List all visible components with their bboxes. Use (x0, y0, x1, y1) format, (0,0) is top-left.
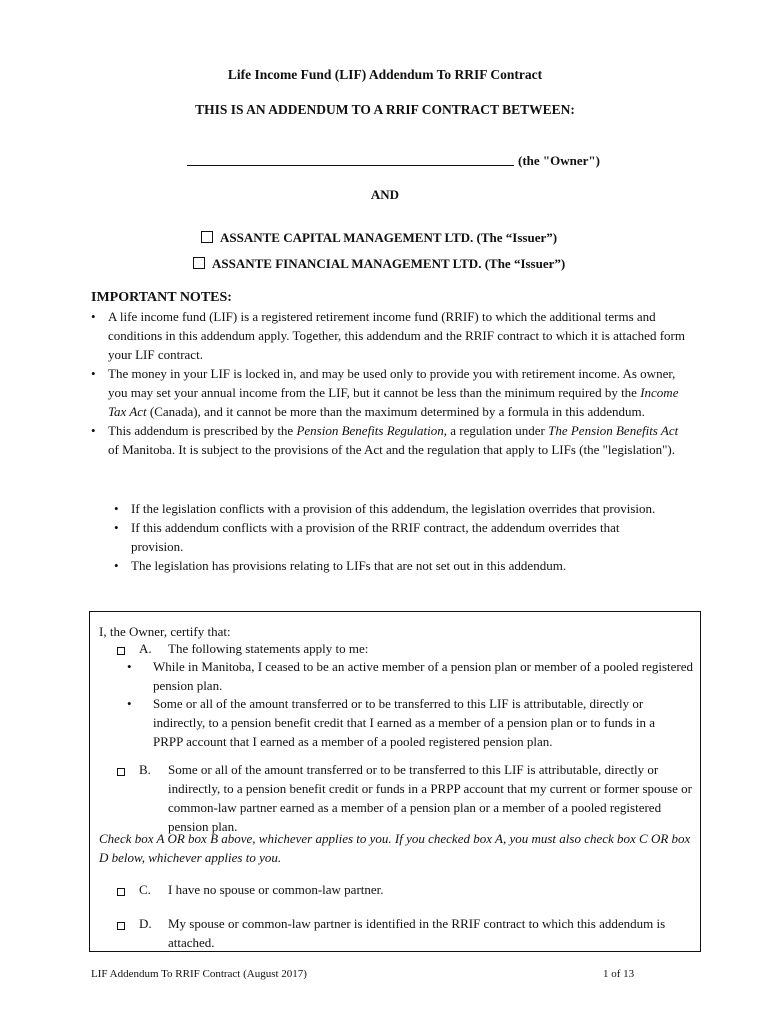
and-label: AND (370, 187, 400, 202)
option-c-letter: C. (139, 882, 151, 897)
sub-note-text: The legislation has provisions relating to LIFs that are not set out in this addendum. (131, 558, 567, 573)
option-a-checkbox[interactable] (117, 647, 125, 655)
document-subtitle: THIS IS AN ADDENDUM TO A RRIF CONTRACT BETWEEN: (195, 102, 575, 117)
note-text: The money in your LIF is locked in, and may be used only to provide you with retirement income. As owner, you may set your annual income from the LIF, but it cannot be less than the minimum required by the (108, 366, 676, 400)
footer-document-name: LIF Addendum To RRIF Contract (August 2017) (91, 968, 307, 980)
certification-box (89, 611, 701, 952)
option-b-text: Some or all of the amount transferred or to be transferred to this LIF is attributable, directly or indirectly, to a pension benefit credit or funds in a PRPP account that my current or former spouse or common-law partner earned as a member of a pension plan or a member of a pooled registered pension plan. (168, 762, 692, 834)
sub-note-item (114, 518, 674, 556)
issuer-capital-checkbox[interactable] (201, 231, 213, 243)
sub-note-text: If this addendum conflicts with a provision of the RRIF contract, the addendum overrides that provision. (131, 520, 620, 554)
option-a-bullet-2: Some or all of the amount transferred or to be transferred to this LIF is attributable, directly or indirectly, to a pension benefit credit that I earned as a member of a pension plan or to funds in a PRPP account that I earned as a member of a pooled registered pension plan. (153, 696, 656, 749)
owner-name-field[interactable] (187, 152, 514, 166)
issuer-financial-label: ASSANTE FINANCIAL MANAGEMENT LTD. (The “Issuer”) (212, 256, 566, 271)
owner-label: (the "Owner") (518, 153, 600, 168)
note-item (91, 307, 691, 364)
sub-note-text: If the legislation conflicts with a provision of this addendum, the legislation overrides that provision. (131, 501, 656, 516)
option-d-letter: D. (139, 916, 152, 931)
note-text: This addendum is prescribed by the (108, 423, 297, 438)
note-text: A life income fund (LIF) is a registered retirement income fund (RRIF) to which the additional terms and conditions in this addendum apply. Together, this addendum and the RRIF contract to which it is attached form your LIF contract. (108, 309, 685, 362)
act-name: Income Tax Act (108, 385, 679, 419)
note-text: , a regulation under (443, 423, 549, 438)
footer-page-number: 1 of 13 (603, 968, 635, 980)
option-a-bullet-1: While in Manitoba, I ceased to be an active member of a pension plan or member of a pooled registered pension plan. (153, 659, 694, 693)
note-item (91, 364, 691, 421)
issuer-financial-checkbox[interactable] (193, 257, 205, 269)
option-d-text: My spouse or common-law partner is identified in the RRIF contract to which this addendum is attached. (168, 916, 666, 950)
check-instruction: Check box A OR box B above, whichever applies to you. If you checked box A, you must also check box C OR box D below, whichever applies to you. (99, 831, 691, 865)
bullet-glyph: • (127, 659, 132, 674)
option-b-checkbox[interactable] (117, 768, 125, 776)
option-b-letter: B. (139, 762, 151, 777)
option-a-letter: A. (139, 641, 152, 656)
issuer-option-financial (193, 254, 565, 273)
act-name: The Pension Benefits Act (548, 423, 679, 438)
important-notes-heading: IMPORTANT NOTES: (91, 290, 232, 305)
option-c-checkbox[interactable] (117, 888, 125, 896)
important-notes-list (91, 307, 691, 459)
legislation-sublist (114, 499, 674, 575)
option-a-text: The following statements apply to me: (168, 641, 369, 656)
regulation-name: Pension Benefits Regulation (296, 423, 444, 438)
note-text: (Canada), and it cannot be more than the maximum determined by a formula in this addendum. (146, 404, 645, 419)
sub-note-item (114, 499, 674, 518)
bullet-glyph: • (127, 696, 132, 711)
option-d-checkbox[interactable] (117, 922, 125, 930)
issuer-capital-label: ASSANTE CAPITAL MANAGEMENT LTD. (The “Issuer”) (220, 230, 558, 245)
issuer-option-capital (201, 228, 557, 247)
note-text: of Manitoba. It is subject to the provisions of the Act and the regulation that apply to LIFs (the "legislation"). (108, 442, 675, 457)
note-item (91, 421, 691, 459)
sub-note-item (114, 556, 674, 575)
document-title: Life Income Fund (LIF) Addendum To RRIF Contract (227, 67, 543, 82)
certify-intro: I, the Owner, certify that: (99, 624, 231, 639)
option-c-text: I have no spouse or common-law partner. (168, 882, 384, 897)
